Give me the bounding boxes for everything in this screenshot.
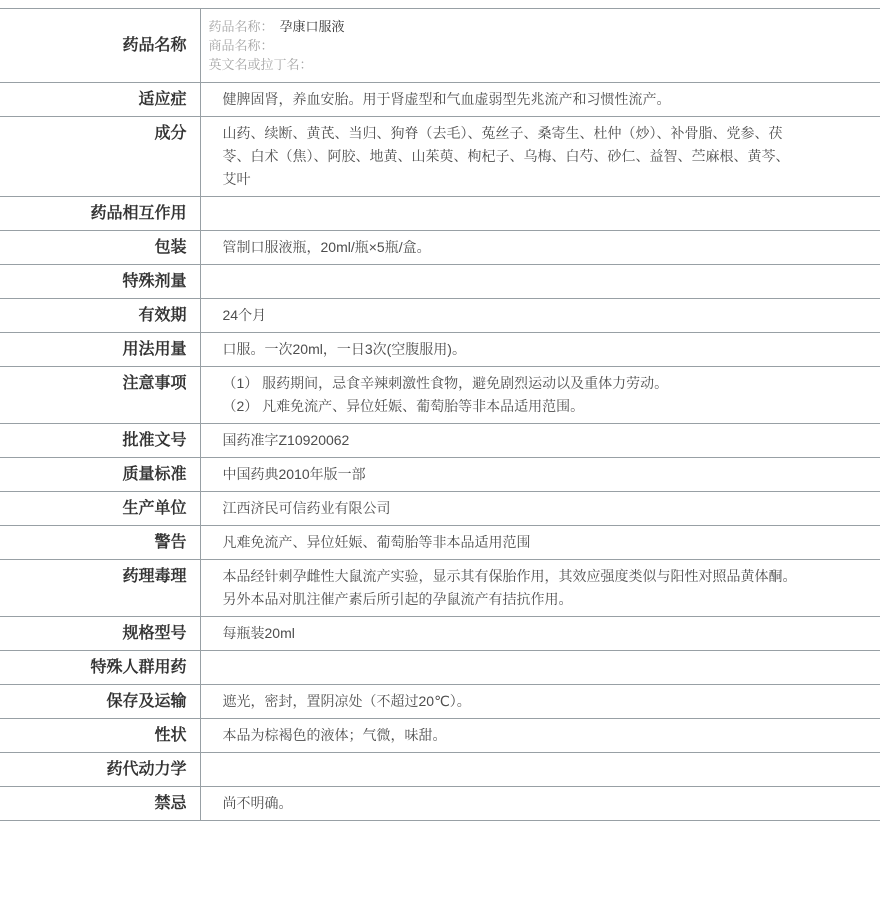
drug-info-row [0,753,880,787]
row-value [200,787,880,821]
row-value [200,492,880,526]
drug-info-row [0,787,880,821]
row-label: 禁忌 [0,787,200,821]
row-value [200,651,880,685]
drug-info-row [0,333,880,367]
row-label: 药品名称 [0,9,200,83]
drug-info-row [0,197,880,231]
row-label: 适应症 [0,83,200,117]
row-label: 药品相互作用 [0,197,200,231]
drug-info-row [0,9,880,83]
row-value-line: 本品经针刺孕雌性大鼠流产实验，显示其有保胎作用，其效应强度类似与阳性对照品黄体酮。另外本品对肌注催产素后所引起的孕鼠流产有拮抗作用。 [222,568,797,607]
row-value [200,753,880,787]
row-value-line: 尚不明确。 [222,795,293,811]
row-label: 批准文号 [0,424,200,458]
row-label: 药理毒理 [0,560,200,617]
row-value-line: 凡难免流产、异位妊娠、葡萄胎等非本品适用范围 [222,534,531,550]
row-value-line: 遮光，密封，置阴凉处（不超过20℃）。 [222,693,471,709]
row-value-line: 口服。一次20ml，一日3次(空腹服用)。 [222,341,466,357]
drug-info-row [0,117,880,197]
row-label: 成分 [0,117,200,197]
row-label: 用法用量 [0,333,200,367]
drug-info-row [0,685,880,719]
row-label: 警告 [0,526,200,560]
row-value [200,719,880,753]
row-value-line: 中国药典2010年版一部 [222,466,366,482]
row-label: 特殊剂量 [0,265,200,299]
drug-info-row [0,367,880,424]
row-value-line: 山药、续断、黄芪、当归、狗脊（去毛）、菟丝子、桑寄生、杜仲（炒）、补骨脂、党参、茯苓、白术（焦）、阿胶、地黄、山茱萸、枸杞子、乌梅、白芍、砂仁、益智、苎麻根、黄芩、艾叶 [222,125,790,187]
row-value-line: 本品为棕褐色的液体；气微，味甜。 [222,727,447,743]
drug-info-row [0,265,880,299]
field-label: 商品名称： [208,38,274,53]
row-value-line [223,758,801,781]
row-value [200,617,880,651]
row-value [200,458,880,492]
row-value-line: 健脾固肾，养血安胎。用于肾虚型和气血虚弱型先兆流产和习惯性流产。 [222,91,671,107]
row-label: 质量标准 [0,458,200,492]
row-value [200,333,880,367]
row-label: 特殊人群用药 [0,651,200,685]
row-label: 药代动力学 [0,753,200,787]
row-value [200,685,880,719]
drug-info-table [0,8,880,821]
row-value [200,299,880,333]
row-label: 注意事项 [0,367,200,424]
row-label: 有效期 [0,299,200,333]
row-label: 包装 [0,231,200,265]
row-label: 规格型号 [0,617,200,651]
row-value-line: 24个月 [222,307,267,323]
drug-info-table-body [0,9,880,821]
drug-info-row [0,617,880,651]
drug-name-field [209,36,841,55]
row-value-line: 江西济民可信药业有限公司 [222,500,391,516]
row-value-line: 每瓶装20ml [222,625,295,641]
row-value [200,367,880,424]
drug-info-row [0,651,880,685]
row-value-line: 国药准字Z10920062 [222,432,350,448]
drug-name-field [209,17,841,36]
row-value [200,83,880,117]
row-value [200,197,880,231]
drug-info-row [0,458,880,492]
row-value [200,117,880,197]
row-value-line: （1） 服药期间，忌食辛辣刺激性食物，避免剧烈运动以及重体力劳动。 [222,375,669,391]
field-value: 孕康口服液 [279,19,345,34]
drug-info-row [0,424,880,458]
drug-info-row [0,526,880,560]
drug-info-row [0,231,880,265]
field-label: 药品名称： [208,19,274,34]
row-value-line: （2） 凡难免流产、异位妊娠、葡萄胎等非本品适用范围。 [222,398,585,414]
drug-info-row [0,299,880,333]
field-label: 英文名或拉丁名： [208,57,313,72]
drug-info-row [0,83,880,117]
drug-info-row [0,560,880,617]
drug-info-row [0,492,880,526]
drug-info-row [0,719,880,753]
row-value-line: 管制口服液瓶，20ml/瓶×5瓶/盒。 [222,239,431,255]
row-value-line [223,202,801,225]
row-label: 保存及运输 [0,685,200,719]
row-value-line [223,656,801,679]
row-value [200,424,880,458]
row-value-line [223,270,801,293]
drug-name-field [209,55,841,74]
row-value [200,265,880,299]
row-label: 性状 [0,719,200,753]
row-value [200,560,880,617]
row-value [200,9,880,83]
row-value [200,231,880,265]
row-label: 生产单位 [0,492,200,526]
row-value [200,526,880,560]
